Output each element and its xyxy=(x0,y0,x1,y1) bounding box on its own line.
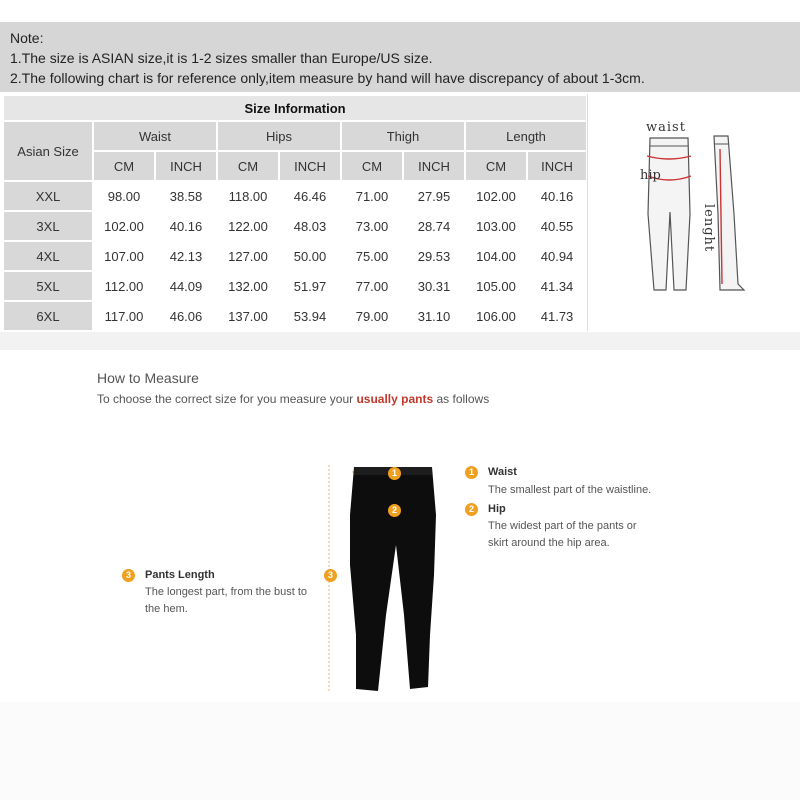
table-cell: 112.00 xyxy=(93,271,155,301)
unit-header: INCH xyxy=(527,151,587,181)
table-cell: 77.00 xyxy=(341,271,403,301)
pants-sketch-illustration xyxy=(588,94,800,331)
unit-header: INCH xyxy=(403,151,465,181)
table-cell: 46.46 xyxy=(279,181,341,211)
hip-title: Hip xyxy=(488,503,506,515)
table-cell: 132.00 xyxy=(217,271,279,301)
size-label: 4XL xyxy=(3,241,93,271)
diagram-length-label: lenght xyxy=(701,204,716,253)
table-cell: 40.94 xyxy=(527,241,587,271)
table-cell: 53.94 xyxy=(279,301,341,331)
table-cell: 38.58 xyxy=(155,181,217,211)
table-row xyxy=(3,301,587,331)
table-cell: 46.06 xyxy=(155,301,217,331)
note-heading: Note: xyxy=(10,30,44,46)
note-line-2: 2.The following chart is for reference only,item measure by hand will have discrepancy of about 1-3cm. xyxy=(10,70,645,86)
table-cell: 106.00 xyxy=(465,301,527,331)
subtitle-highlight: usually pants xyxy=(356,392,434,406)
table-cell: 31.10 xyxy=(403,301,465,331)
measure-badge-3: 3 xyxy=(324,569,337,582)
asian-size-header: Asian Size xyxy=(3,121,93,181)
bottom-fade xyxy=(0,702,800,800)
table-cell: 127.00 xyxy=(217,241,279,271)
group-header-length: Length xyxy=(465,121,587,151)
table-cell: 42.13 xyxy=(155,241,217,271)
hip-description xyxy=(488,518,637,552)
table-cell: 117.00 xyxy=(93,301,155,331)
group-header-thigh: Thigh xyxy=(341,121,465,151)
table-cell: 105.00 xyxy=(465,271,527,301)
pants-length-description xyxy=(145,584,307,618)
unit-header: CM xyxy=(465,151,527,181)
unit-header: INCH xyxy=(279,151,341,181)
subtitle-text: To choose the correct size for you measure your xyxy=(97,392,354,406)
legend-badge-hip: 2 xyxy=(465,503,478,516)
table-cell: 98.00 xyxy=(93,181,155,211)
table-cell: 29.53 xyxy=(403,241,465,271)
table-cell: 51.97 xyxy=(279,271,341,301)
table-cell: 107.00 xyxy=(93,241,155,271)
unit-header: CM xyxy=(341,151,403,181)
hip-desc-line: The widest part of the pants or xyxy=(488,520,637,532)
size-table xyxy=(2,94,588,332)
unit-header: INCH xyxy=(155,151,217,181)
length-desc-line: the hem. xyxy=(145,603,188,615)
diagram-hip-label: hip xyxy=(640,168,661,183)
size-label: 5XL xyxy=(3,271,93,301)
waist-title: Waist xyxy=(488,466,517,478)
size-label: 3XL xyxy=(3,211,93,241)
table-cell: 40.16 xyxy=(155,211,217,241)
table-cell: 44.09 xyxy=(155,271,217,301)
note-panel xyxy=(0,22,800,92)
size-label: XXL xyxy=(3,181,93,211)
table-cell: 122.00 xyxy=(217,211,279,241)
unit-header: CM xyxy=(217,151,279,181)
table-cell: 40.16 xyxy=(527,181,587,211)
how-to-measure-subtitle xyxy=(97,392,489,406)
diagram-waist-label: waist xyxy=(646,120,686,135)
group-header-hips: Hips xyxy=(217,121,341,151)
table-cell: 28.74 xyxy=(403,211,465,241)
table-row xyxy=(3,241,587,271)
table-row xyxy=(3,211,587,241)
table-cell: 103.00 xyxy=(465,211,527,241)
table-cell: 102.00 xyxy=(465,181,527,211)
measure-badge-2: 2 xyxy=(388,504,401,517)
table-row xyxy=(3,181,587,211)
hip-desc-line: skirt around the hip area. xyxy=(488,537,610,549)
table-cell: 102.00 xyxy=(93,211,155,241)
size-table-title: Size Information xyxy=(3,95,587,121)
table-cell: 137.00 xyxy=(217,301,279,331)
table-cell: 40.55 xyxy=(527,211,587,241)
table-row xyxy=(3,271,587,301)
size-label: 6XL xyxy=(3,301,93,331)
subtitle-text-end: as follows xyxy=(436,392,490,406)
measure-badge-1: 1 xyxy=(388,467,401,480)
table-cell: 41.73 xyxy=(527,301,587,331)
pants-length-title: Pants Length xyxy=(145,569,215,581)
note-line-1: 1.The size is ASIAN size,it is 1-2 sizes smaller than Europe/US size. xyxy=(10,50,433,66)
unit-header: CM xyxy=(93,151,155,181)
length-desc-line: The longest part, from the bust to xyxy=(145,586,308,598)
waist-description xyxy=(488,482,651,499)
waist-desc-line: The smallest part of the waistline. xyxy=(488,484,652,496)
black-pants-photo xyxy=(320,455,460,700)
group-header-waist: Waist xyxy=(93,121,217,151)
table-cell: 118.00 xyxy=(217,181,279,211)
table-cell: 50.00 xyxy=(279,241,341,271)
table-cell: 48.03 xyxy=(279,211,341,241)
table-cell: 75.00 xyxy=(341,241,403,271)
how-to-measure-title: How to Measure xyxy=(97,370,199,386)
legend-badge-length: 3 xyxy=(122,569,135,582)
legend-badge-waist: 1 xyxy=(465,466,478,479)
table-cell: 27.95 xyxy=(403,181,465,211)
divider-band xyxy=(0,332,800,350)
table-cell: 30.31 xyxy=(403,271,465,301)
table-cell: 104.00 xyxy=(465,241,527,271)
pants-measure-diagram xyxy=(587,94,800,331)
table-cell: 71.00 xyxy=(341,181,403,211)
table-cell: 41.34 xyxy=(527,271,587,301)
table-cell: 79.00 xyxy=(341,301,403,331)
table-cell: 73.00 xyxy=(341,211,403,241)
